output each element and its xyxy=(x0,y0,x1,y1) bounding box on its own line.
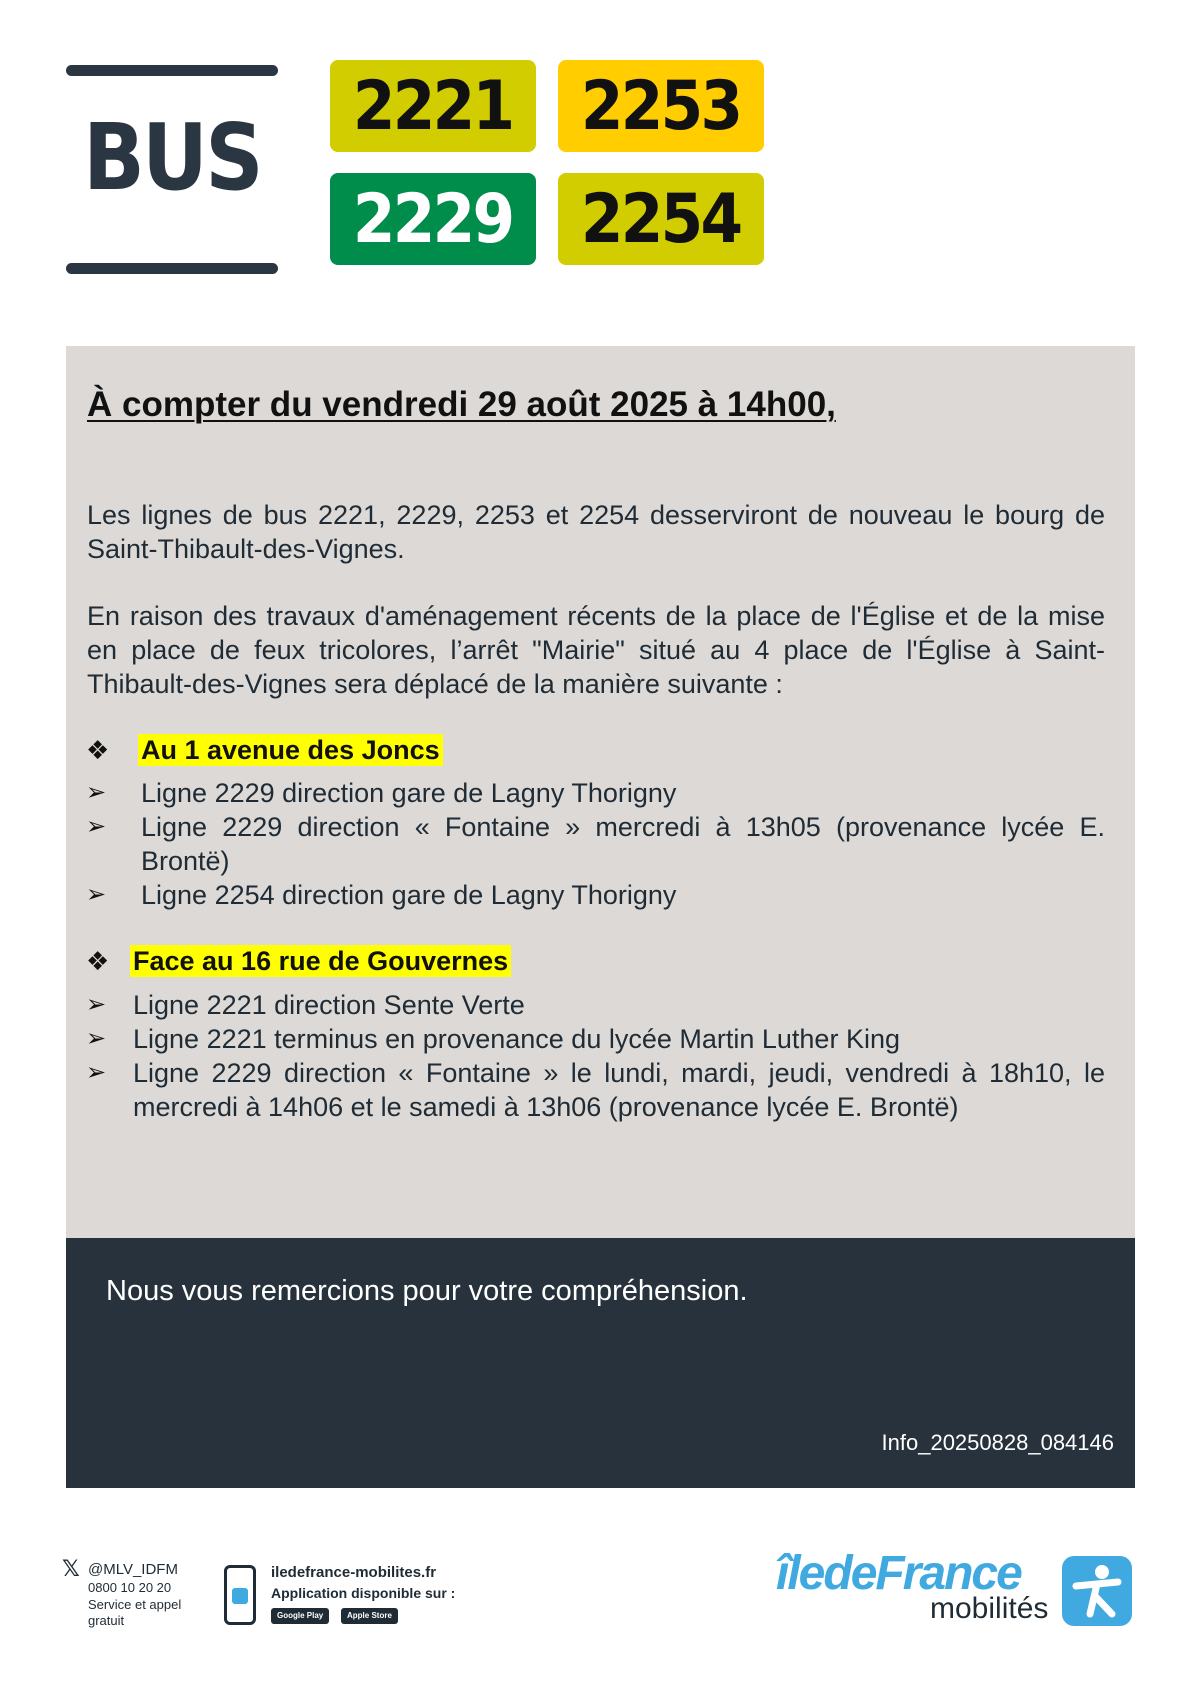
website-link[interactable]: iledefrance-mobilites.fr xyxy=(271,1564,437,1581)
x-handle[interactable]: @MLV_IDFM xyxy=(88,1561,178,1578)
line-badge-2253: 2253 xyxy=(558,60,764,152)
list-item: Ligne 2221 direction Sente Verte xyxy=(133,990,525,1020)
bus-top-bar xyxy=(66,65,278,76)
info-code: Info_20250828_084146 xyxy=(881,1430,1114,1455)
notice-paragraph-1: Les lignes de bus 2221, 2229, 2253 et 2254 desserviront de nouveau le bourg de Saint-Thibault-des-Vignes. xyxy=(87,500,1105,564)
diamond-bullet-icon: ❖ xyxy=(86,735,110,765)
section-title-gouvernes: Face au 16 rue de Gouvernes xyxy=(130,945,511,977)
section-title-joncs: Au 1 avenue des Joncs xyxy=(138,734,443,766)
brand-wordmark: îledeFrance xyxy=(776,1547,1021,1600)
walking-figure-icon xyxy=(1062,1556,1132,1626)
line-badge-2254: 2254 xyxy=(558,173,764,265)
google-play-badge[interactable]: Google Play xyxy=(271,1608,329,1624)
list-item: Ligne 2221 terminus en provenance du lycée Martin Luther King xyxy=(133,1024,900,1054)
list-item: Ligne 2229 direction « Fontaine » mercredi à 13h05 (provenance lycée E. Brontë) xyxy=(141,812,1105,876)
arrow-bullet-icon: ➢ xyxy=(86,991,107,1018)
arrow-bullet-icon: ➢ xyxy=(86,813,107,840)
brand-subtitle: mobilités xyxy=(930,1592,1049,1625)
arrow-bullet-icon: ➢ xyxy=(86,881,107,908)
line-badge-2221: 2221 xyxy=(330,60,536,152)
list-item: Ligne 2254 direction gare de Lagny Thorigny xyxy=(141,880,677,910)
smartphone-icon xyxy=(224,1565,256,1625)
x-logo-icon: 𝕏 xyxy=(62,1556,80,1581)
idfm-logo-icon xyxy=(1062,1556,1132,1626)
list-item: Ligne 2229 direction gare de Lagny Thorigny xyxy=(141,778,677,808)
app-availability: Application disponible sur : xyxy=(271,1585,456,1601)
arrow-bullet-icon: ➢ xyxy=(86,779,107,806)
bus-bottom-bar xyxy=(66,263,278,274)
thanks-message: Nous vous remercions pour votre compréhension. xyxy=(106,1275,748,1307)
phone-number[interactable]: 0800 10 20 20 xyxy=(88,1580,172,1595)
bus-label: BUS xyxy=(83,104,261,211)
notice-headline: À compter du vendredi 29 août 2025 à 14h00, xyxy=(87,385,836,424)
notice-paragraph-2: En raison des travaux d'aménagement récents de la place de l'Église et de la mise en place de feux tricolores, l’arrêt "Mairie" situé au 4 place de l'Église à Saint-Thibault-des-Vignes sera déplacé de la manière suivante : xyxy=(87,601,1105,699)
line-badge-2229: 2229 xyxy=(330,173,536,265)
phone-note: Service et appel gratuit xyxy=(88,1597,182,1628)
diamond-bullet-icon: ❖ xyxy=(86,946,110,976)
arrow-bullet-icon: ➢ xyxy=(86,1059,107,1086)
apple-store-badge[interactable]: Apple Store xyxy=(341,1608,398,1624)
arrow-bullet-icon: ➢ xyxy=(86,1025,107,1052)
list-item: Ligne 2229 direction « Fontaine » le lundi, mardi, jeudi, vendredi à 18h10, le mercredi à 14h06 et le samedi à 13h06 (provenance lycée E. Brontë) xyxy=(133,1058,1105,1122)
